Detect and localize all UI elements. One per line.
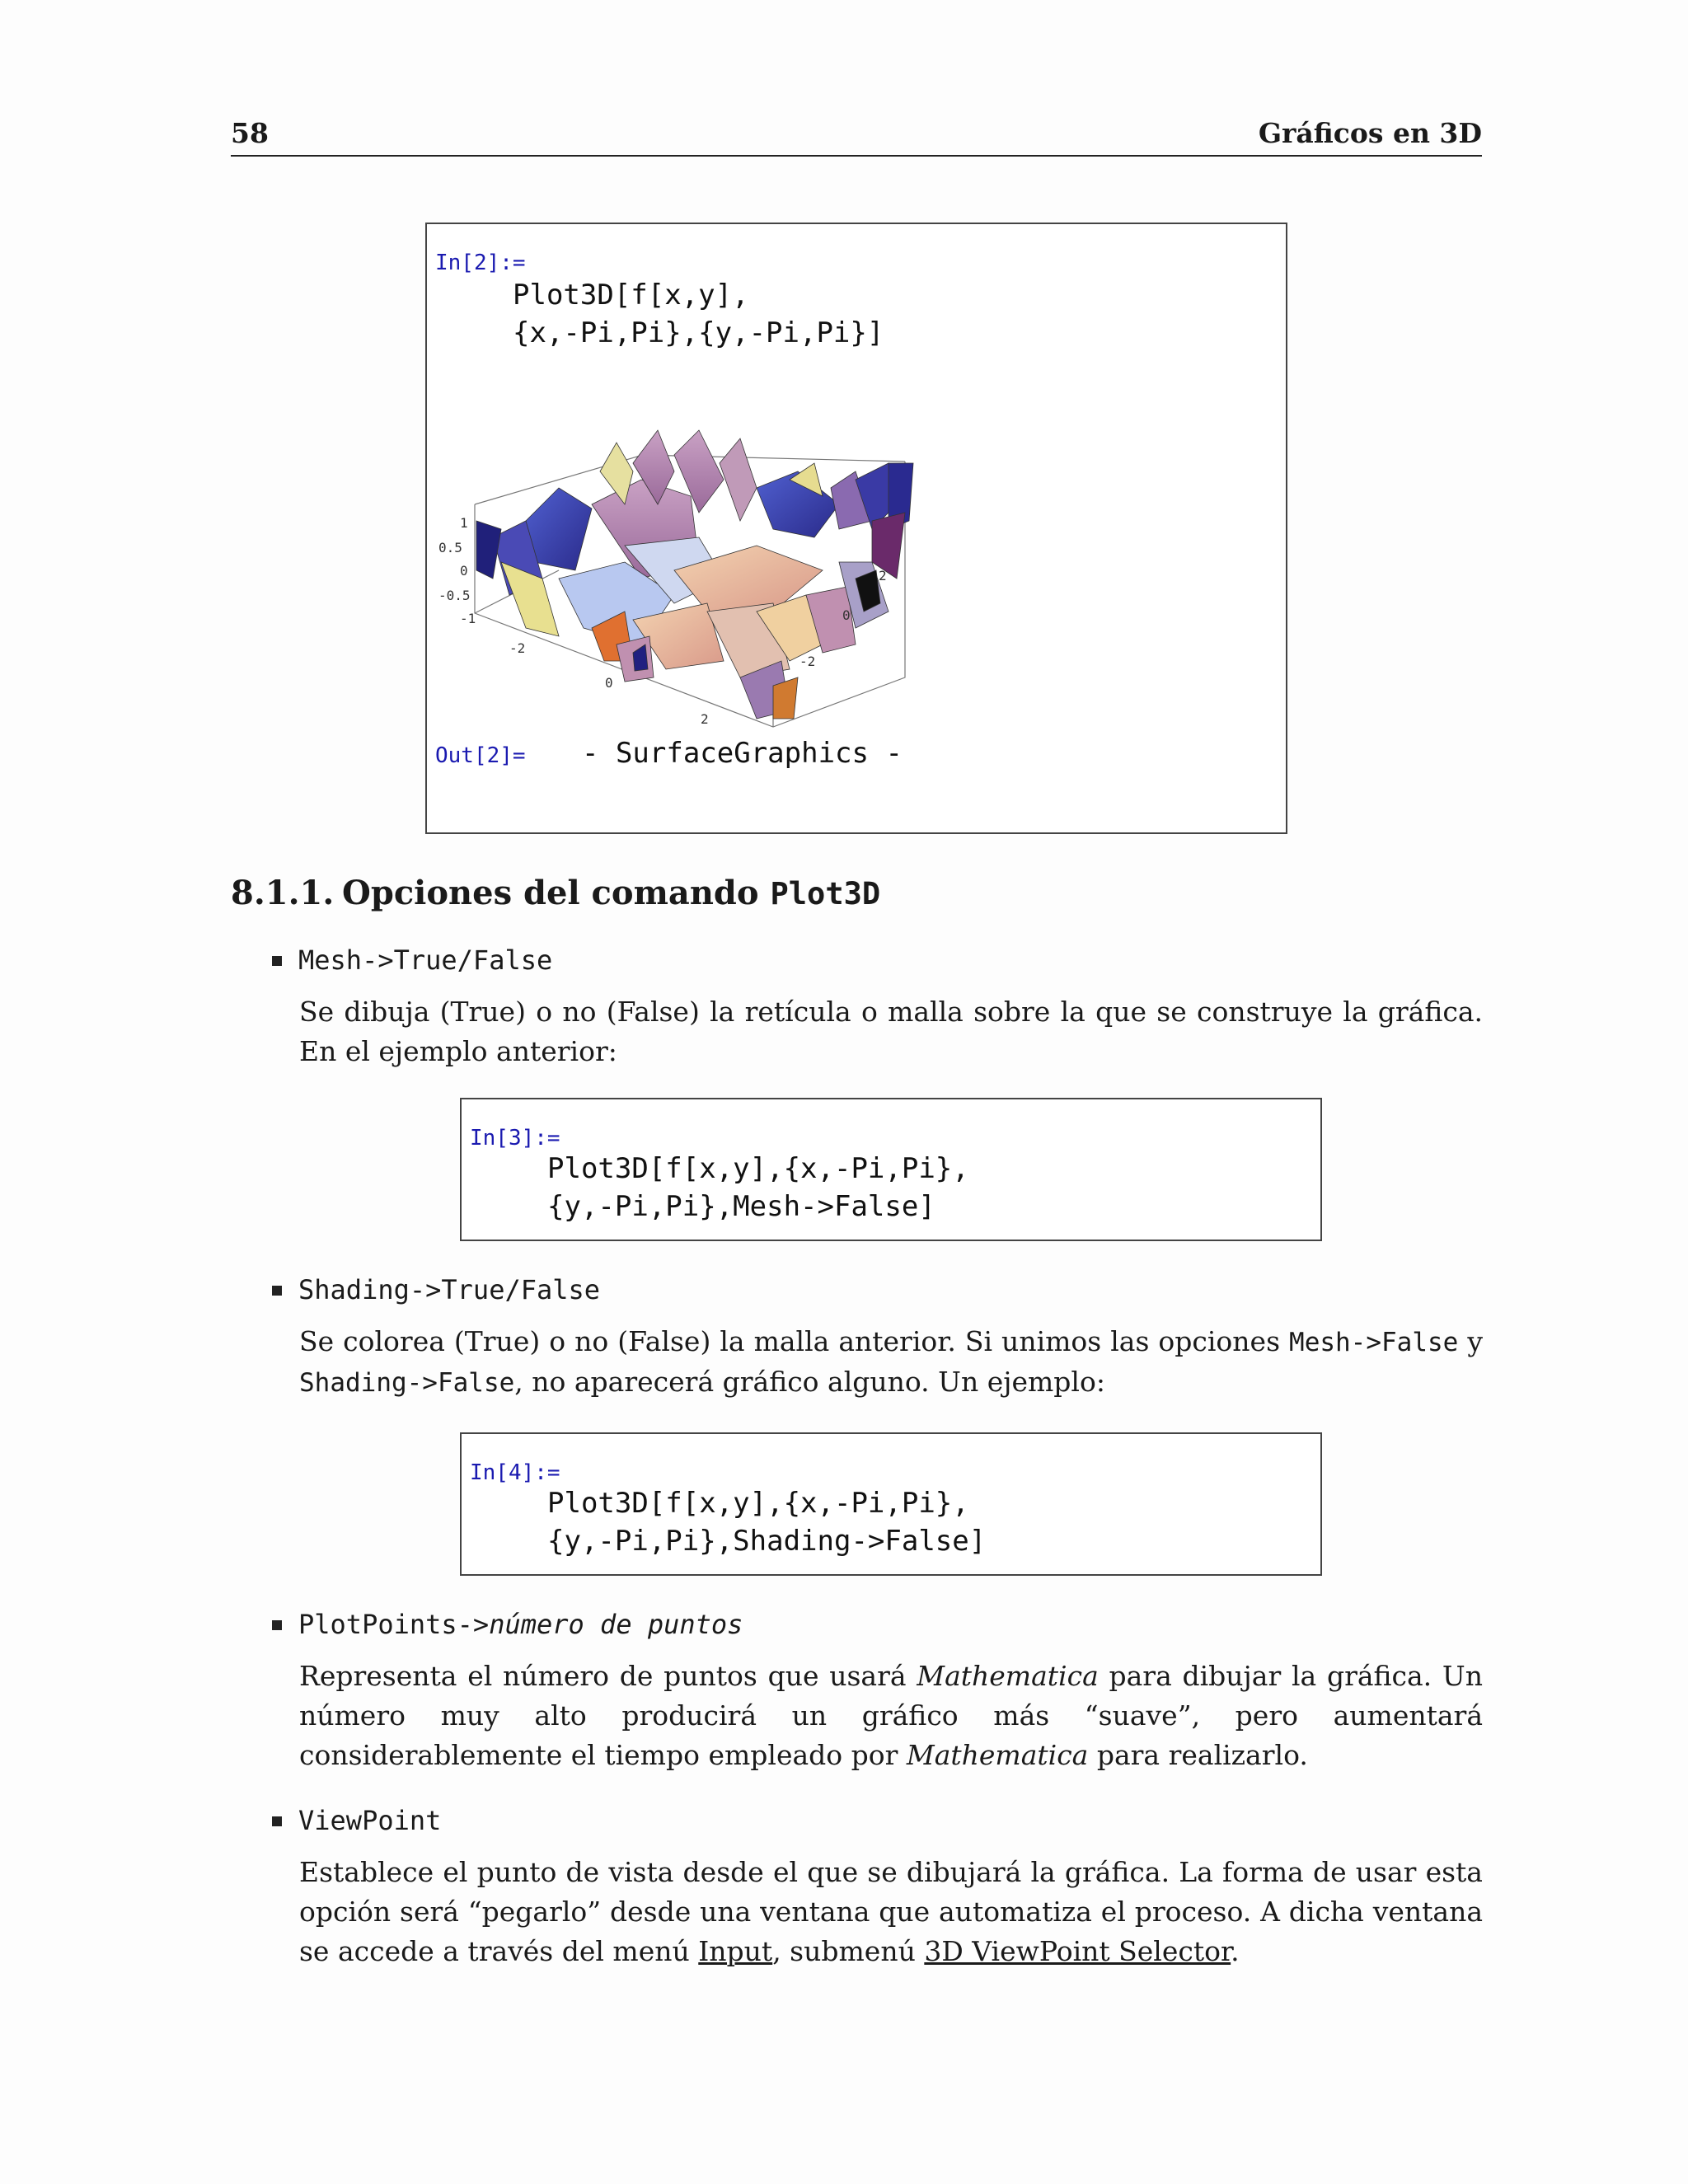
z-tick-label: -1 [460, 611, 476, 626]
input-prompt: In[4]:= [470, 1460, 560, 1485]
surface-mesh [476, 430, 913, 719]
paragraph [299, 1322, 1483, 1403]
figure-code-box [425, 223, 1287, 834]
option-label: Mesh->True/False [298, 944, 553, 976]
input-prompt: In[3]:= [470, 1126, 560, 1151]
paragraph-text: para dibujar la gráfica. Un número muy alto producirá un gráfico más “suave”, pero aumentará considerablemente el tiempo empleado por [299, 1660, 1483, 1771]
section-command: Plot3D [770, 876, 881, 912]
output-text: - SurfaceGraphics - [582, 737, 903, 770]
inline-code: Mesh->False [1289, 1328, 1459, 1357]
option-label: ViewPoint [298, 1805, 442, 1836]
code-line: Plot3D[f[x,y],{x,-Pi,Pi}, [547, 1487, 969, 1520]
output-prompt: Out[2]= [435, 743, 526, 768]
bullet-icon [272, 1620, 282, 1630]
paragraph-text: y [1458, 1325, 1483, 1357]
x-tick-label: 0 [605, 675, 613, 691]
z-tick-label: 0 [460, 563, 468, 579]
paragraph [299, 1657, 1483, 1775]
paragraph-text: Representa el número de puntos que usará [299, 1660, 917, 1692]
paragraph-text: Establece el punto de vista desde el que se dibujará la gráfica. La forma de usar esta opción será “pegarlo” desde una ventana que automatiza el proceso. A dicha ventana se accede a través del menú [299, 1856, 1483, 1967]
option-label-text: PlotPoints-> [298, 1609, 490, 1640]
option-label: Shading->True/False [298, 1274, 601, 1305]
option-label [298, 1609, 743, 1640]
y-tick-label: 2 [879, 568, 887, 583]
bullet-icon [272, 1286, 282, 1296]
bullet-icon [272, 1816, 282, 1826]
x-tick-label: -2 [509, 640, 526, 656]
paragraph-text: , no aparecerá gráfico alguno. Un ejemplo: [514, 1366, 1105, 1398]
surface-plot [427, 364, 938, 735]
paragraph-text: , submenú [772, 1935, 925, 1967]
y-tick-label: 0 [842, 607, 851, 623]
paragraph-italic: Mathematica [917, 1660, 1099, 1692]
section-title: Opciones del comando [342, 874, 771, 912]
inline-code: Shading->False [299, 1368, 515, 1398]
code-box [460, 1098, 1322, 1241]
section-number: 8.1.1. [231, 874, 335, 912]
paragraph-italic: Mathematica [906, 1739, 1089, 1771]
paragraph [299, 992, 1483, 1071]
x-tick-label: 2 [701, 711, 709, 727]
code-line: Plot3D[f[x,y], [513, 279, 749, 312]
menu-link-input[interactable]: Input [698, 1935, 773, 1967]
running-title: Gráficos en 3D [1258, 117, 1482, 149]
z-tick-label: -0.5 [438, 588, 471, 603]
code-line: {y,-Pi,Pi},Shading->False] [547, 1525, 987, 1558]
section-heading [231, 874, 880, 912]
page-header [231, 117, 1482, 157]
code-line: {x,-Pi,Pi},{y,-Pi,Pi}] [513, 316, 884, 349]
z-tick-label: 0.5 [438, 540, 462, 555]
paragraph-text: para realizarlo. [1088, 1739, 1308, 1771]
page-number: 58 [231, 117, 269, 149]
input-prompt: In[2]:= [435, 251, 526, 275]
paragraph-text: . [1231, 1935, 1240, 1967]
z-tick-label: 1 [460, 515, 468, 531]
code-line: Plot3D[f[x,y],{x,-Pi,Pi}, [547, 1152, 969, 1185]
paragraph-text: Se colorea (True) o no (False) la malla anterior. Si unimos las opciones [299, 1325, 1290, 1357]
bullet-icon [272, 956, 282, 966]
code-line: {y,-Pi,Pi},Mesh->False] [547, 1190, 935, 1223]
paragraph-text: Se dibuja (True) o no (False) la retícula o malla sobre la que se construye la gráfica. En el ejemplo anterior: [299, 996, 1483, 1067]
menu-link-viewpoint-selector[interactable]: 3D ViewPoint Selector [924, 1935, 1231, 1967]
paragraph [299, 1853, 1483, 1971]
option-label-italic: número de puntos [489, 1609, 743, 1640]
code-box [460, 1432, 1322, 1576]
y-tick-label: -2 [799, 654, 816, 669]
